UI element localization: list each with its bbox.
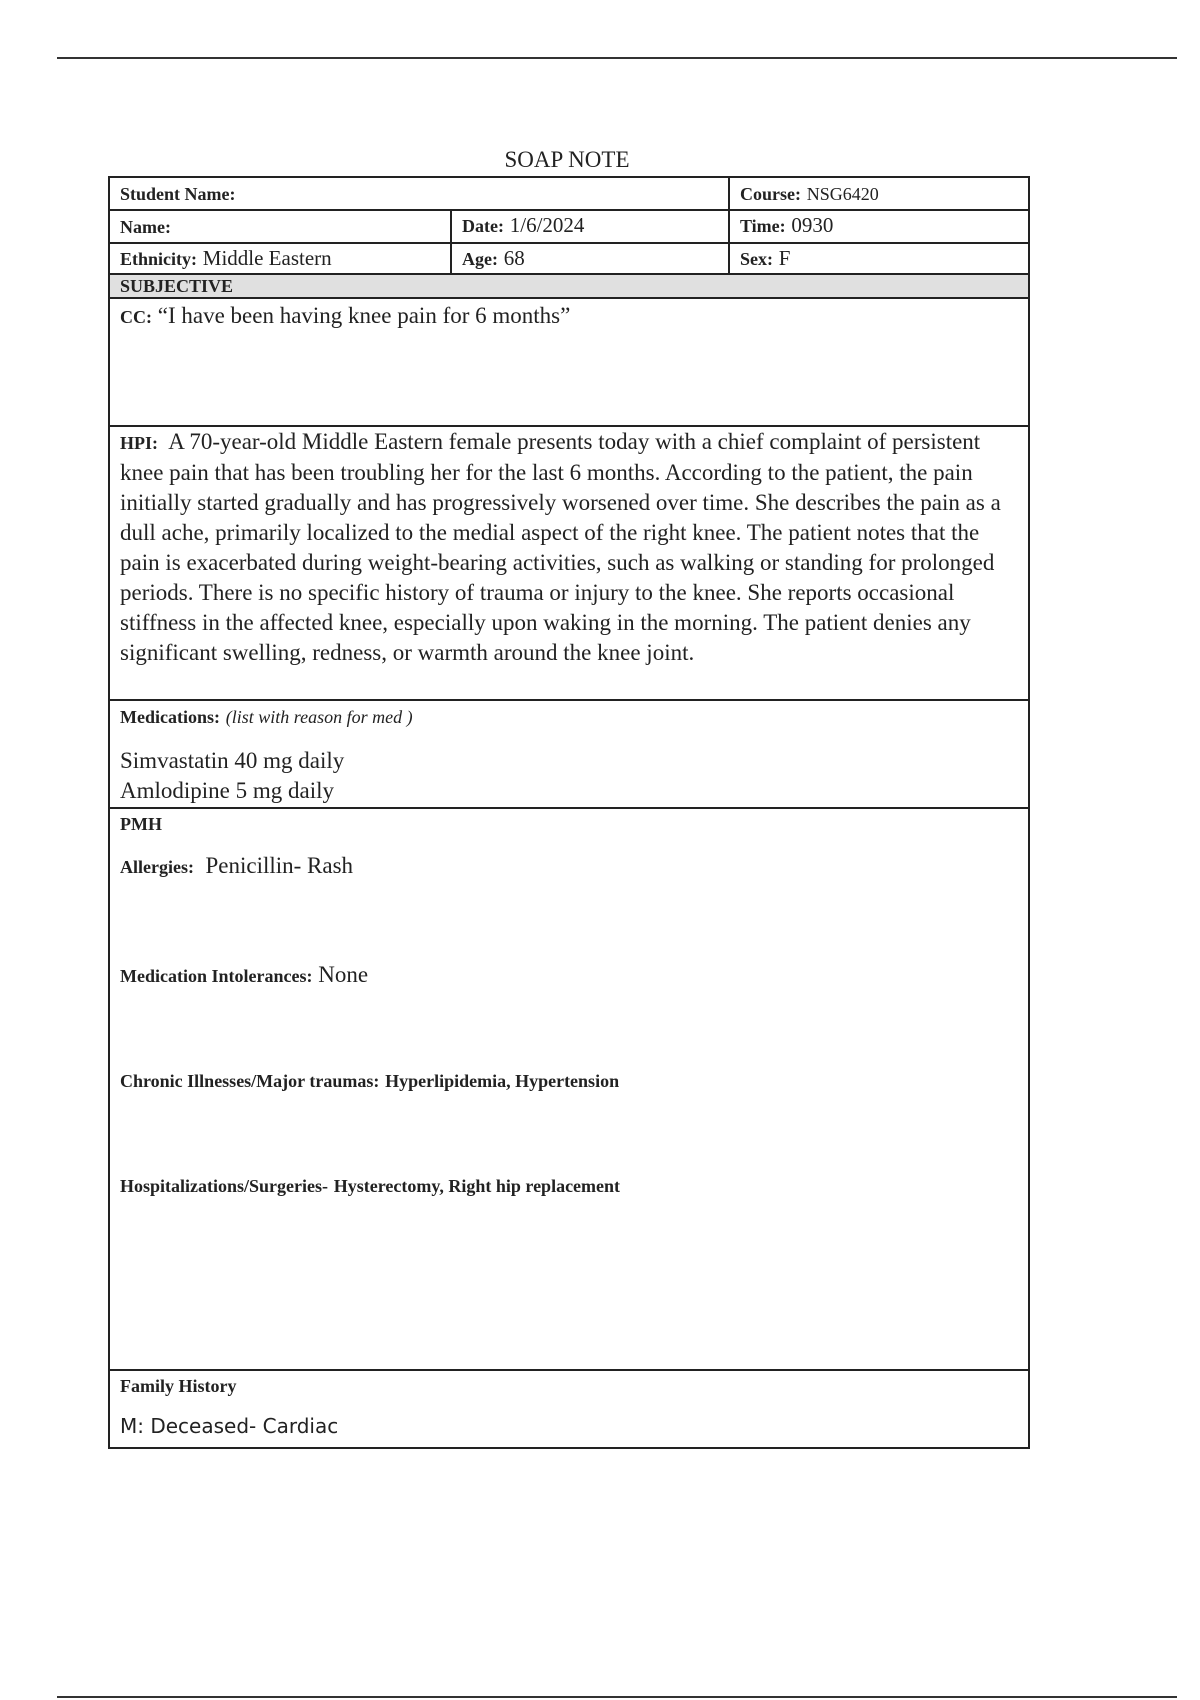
subjective-heading: SUBJECTIVE	[109, 274, 1029, 298]
cc-label: CC:	[120, 307, 152, 327]
date-label: Date:	[462, 216, 504, 236]
student-name-cell	[109, 177, 729, 210]
age-cell	[451, 243, 729, 274]
chronic-label: Chronic Illnesses/Major traumas:	[120, 1071, 380, 1091]
medications-cell	[109, 700, 1029, 808]
spacer	[120, 732, 1018, 746]
subjective-heading-row	[109, 274, 1029, 298]
hospitalizations-line	[120, 1170, 1018, 1201]
hpi-cell	[109, 426, 1029, 700]
age-label: Age:	[462, 249, 498, 269]
family-history-cell	[109, 1370, 1029, 1448]
bottom-rule	[57, 1696, 1177, 1698]
family-history-row	[109, 1370, 1029, 1448]
course-label: Course:	[740, 184, 801, 204]
allergies-line	[120, 851, 1018, 882]
time-cell	[729, 210, 1029, 243]
time-label: Time:	[740, 216, 786, 236]
ethnicity-label: Ethnicity:	[120, 249, 198, 269]
ethnicity-value: Middle Eastern	[202, 246, 332, 270]
sex-cell	[729, 243, 1029, 274]
family-history-label: Family History	[120, 1376, 237, 1396]
allergies-label: Allergies:	[120, 857, 194, 877]
medication-item: Amlodipine 5 mg daily	[120, 778, 335, 803]
chronic-line	[120, 1065, 1018, 1096]
pmh-cell	[109, 808, 1029, 1370]
cc-value: “I have been having knee pain for 6 months”	[157, 303, 571, 328]
hospitalizations-value: Hysterectomy, Right hip replacement	[333, 1176, 621, 1196]
hpi-row	[109, 426, 1029, 700]
name-cell	[109, 210, 451, 243]
sex-label: Sex:	[740, 249, 773, 269]
spacer	[120, 882, 1018, 960]
age-value: 68	[503, 246, 525, 270]
hpi-label: HPI:	[120, 433, 158, 453]
sex-value: F	[778, 246, 791, 270]
spacer	[120, 1096, 1018, 1170]
ethnicity-cell	[109, 243, 451, 274]
medications-label: Medications:	[120, 707, 220, 727]
pmh-label: PMH	[120, 814, 162, 834]
spacer	[120, 1401, 1018, 1411]
top-rule	[57, 57, 1177, 59]
spacer	[120, 991, 1018, 1065]
student-row	[109, 177, 1029, 210]
date-value: 1/6/2024	[509, 213, 585, 237]
hospitalizations-label: Hospitalizations/Surgeries-	[120, 1176, 328, 1196]
chronic-value: Hyperlipidemia, Hypertension	[385, 1071, 620, 1091]
intolerances-label: Medication Intolerances:	[120, 966, 313, 986]
course-value: NSG6420	[806, 184, 879, 204]
demographics-row	[109, 243, 1029, 274]
document-title: SOAP NOTE	[504, 147, 630, 172]
chief-complaint-cell	[109, 298, 1029, 426]
cc-row	[109, 298, 1029, 426]
course-cell	[729, 177, 1029, 210]
date-cell	[451, 210, 729, 243]
soap-note-table	[108, 176, 1030, 1449]
spacer	[120, 839, 1018, 851]
student-name-label: Student Name:	[120, 184, 236, 204]
time-value: 0930	[791, 213, 834, 237]
medication-item: Simvastatin 40 mg daily	[120, 748, 345, 773]
family-history-entry: M: Deceased- Cardiac	[120, 1414, 339, 1438]
name-label: Name:	[120, 217, 171, 237]
medications-row	[109, 700, 1029, 808]
medications-hint: (list with reason for med )	[225, 707, 413, 727]
intolerances-value: None	[318, 962, 369, 987]
intolerances-line	[120, 960, 1018, 991]
pmh-row	[109, 808, 1029, 1370]
hpi-text: A 70-year-old Middle Eastern female presents today with a chief complaint of persistent knee pain that has been troubling her for the last 6 months. According to the patient, the pain initially started gradually and has progressively worsened over time. She describes the pain as a dull ache, primarily localized to the medial aspect of the right knee. The patient notes that the pain is exacerbated during weight-bearing activities, such as walking or standing for prolonged periods. There is no specific history of trauma or injury to the knee. She reports occasional stiffness in the affected knee, especially upon waking in the morning. The patient denies any significant swelling, redness, or warmth around the knee joint.	[120, 429, 1001, 665]
allergies-value: Penicillin- Rash	[205, 853, 354, 878]
name-row	[109, 210, 1029, 243]
